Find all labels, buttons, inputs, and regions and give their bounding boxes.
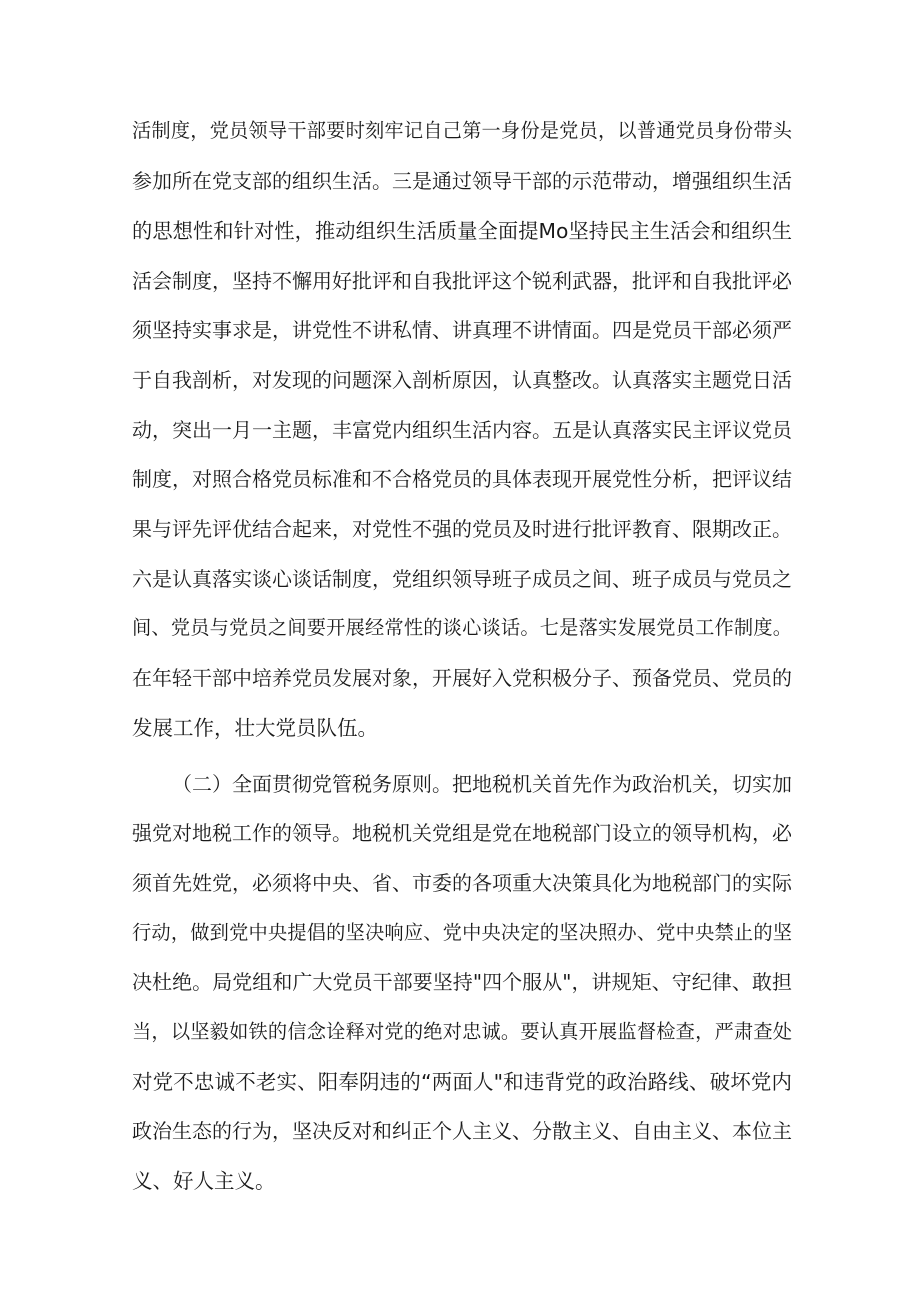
text-line: 强党对地税工作的领导。地税机关党组是党在地税部门设立的领导机构，必 <box>132 821 792 845</box>
text-line: 发展工作，壮大党员队伍。 <box>132 716 378 740</box>
text-line: （二）全面贯彻党管税务原则。把地税机关首先作为政治机关，切实加 <box>172 772 792 796</box>
text-line: 决杜绝。局党组和广大党员干部要坚持"四个服从"，讲规矩、守纪律、敢担 <box>132 970 792 994</box>
text-line: 间、党员与党员之间要开展经常性的谈心谈话。七是落实发展党员工作制度。 <box>132 616 792 639</box>
text-line: 对党不忠诚不老实、阳奉阴违的“两面人"和违背党的政治路线、破坏党内 <box>132 1070 792 1094</box>
text-line: 须坚持实事求是，讲党性不讲私情、讲真理不讲情面。四是党员干部必须严 <box>132 318 792 342</box>
text-line: 果与评先评优结合起来，对党性不强的党员及时进行批评教育、限期改正。 <box>132 517 792 541</box>
text-line: 制度，对照合格党员标准和不合格党员的具体表现开展党性分析，把评议结 <box>132 467 792 491</box>
text-line: 须首先姓党，必须将中央、省、市委的各项重大决策具化为地税部门的实际 <box>132 871 792 895</box>
text-line: 于自我剖析，对发现的问题深入剖析原因，认真整改。认真落实主题党日活 <box>132 368 792 392</box>
text-line: 参加所在党支部的组织生活。三是通过领导干部的示范带动，增强组织生活 <box>132 169 792 193</box>
text-line: 六是认真落实谈心谈话制度，党组织领导班子成员之间、班子成员与党员之 <box>132 567 792 591</box>
text-line: 当，以坚毅如铁的信念诠释对党的绝对忠诚。要认真开展监督检查，严肃查处 <box>132 1020 792 1043</box>
text-line: 活制度，党员领导干部要时刻牢记自己第一身份是党员，以普通党员身份带头 <box>132 119 792 142</box>
text-line: 政治生态的行为，坚决反对和纠正个人主义、分散主义、自由主义、本位主 <box>132 1119 792 1143</box>
text-line: 的思想性和针对性，推动组织生活质量全面提Mo坚持民主生活会和组织生 <box>132 219 792 243</box>
text-line: 行动，做到党中央提倡的坚决响应、党中央决定的坚决照办、党中央禁止的坚 <box>132 921 792 944</box>
text-line: 义、好人主义。 <box>132 1169 276 1193</box>
text-line: 动，突出一月一主题，丰富党内组织生活内容。五是认真落实民主评议党员 <box>132 418 792 442</box>
text-line: 在年轻干部中培养党员发展对象，开展好入党积极分子、预备党员、党员的 <box>132 666 792 690</box>
text-line: 活会制度，坚持不懈用好批评和自我批评这个锐利武器，批评和自我批评必 <box>132 269 792 293</box>
